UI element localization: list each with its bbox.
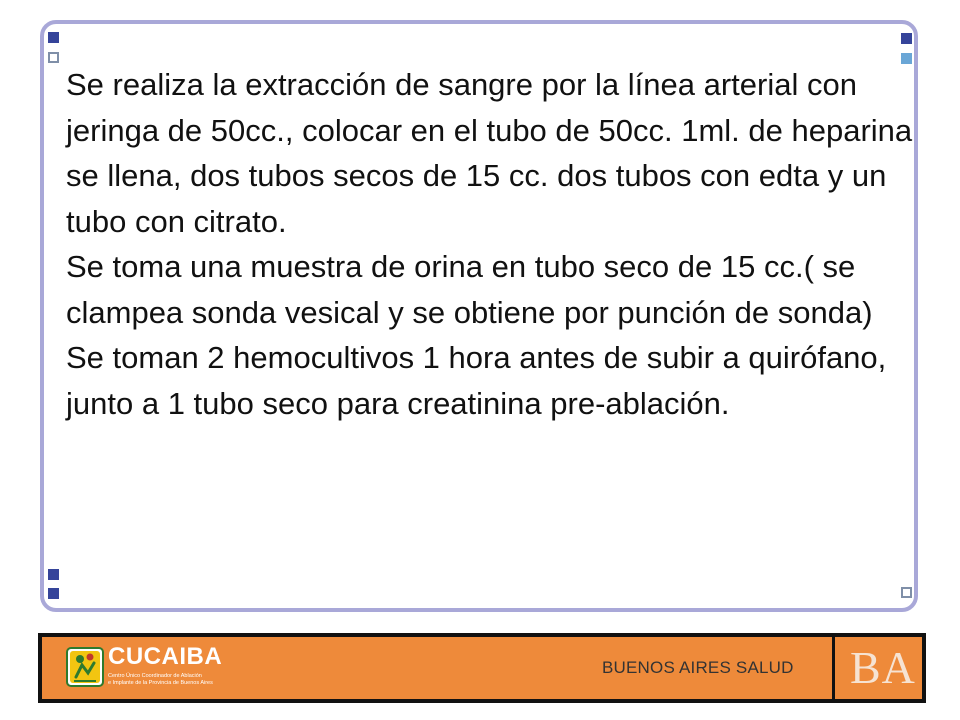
corner-square-bottom-left-lower bbox=[48, 588, 59, 599]
cucaiba-logo-title: CUCAIBA bbox=[108, 643, 223, 670]
corner-square-bottom-right-outline bbox=[901, 587, 912, 598]
footer-banner-inner bbox=[42, 637, 922, 699]
footer-divider bbox=[832, 637, 835, 699]
cucaiba-logo bbox=[66, 643, 276, 693]
paragraph-urine-sample: Se toma una muestra de orina en tubo seco de 15 cc.( se clampea sonda vesical y se obtiene por punción de sonda) bbox=[66, 249, 873, 330]
corner-square-top-right-dark bbox=[901, 33, 912, 44]
ba-logo: BA bbox=[850, 642, 916, 693]
corner-square-top-left-outline bbox=[48, 52, 59, 63]
slide-body-text bbox=[66, 62, 926, 426]
cucaiba-logo-subtitle: Centro Único Coordinador de Ablación e Implante de la Provincia de Buenos Aires bbox=[108, 673, 213, 686]
cucaiba-emblem-icon bbox=[66, 647, 104, 687]
corner-square-bottom-left-upper bbox=[48, 569, 59, 580]
corner-square-top-left-filled bbox=[48, 32, 59, 43]
paragraph-blood-extraction: Se realiza la extracción de sangre por la línea arterial con jeringa de 50cc., colocar en el tubo de 50cc. 1ml. de heparina se llena, dos tubos secos de 15 cc. dos tubos con edta y un tubo con citrato. bbox=[66, 67, 913, 239]
footer-banner bbox=[38, 633, 926, 703]
paragraph-blood-cultures: Se toman 2 hemocultivos 1 hora antes de subir a quirófano, junto a 1 tubo seco para creatinina pre-ablación. bbox=[66, 340, 887, 421]
buenos-aires-salud-label: BUENOS AIRES SALUD bbox=[602, 658, 794, 677]
